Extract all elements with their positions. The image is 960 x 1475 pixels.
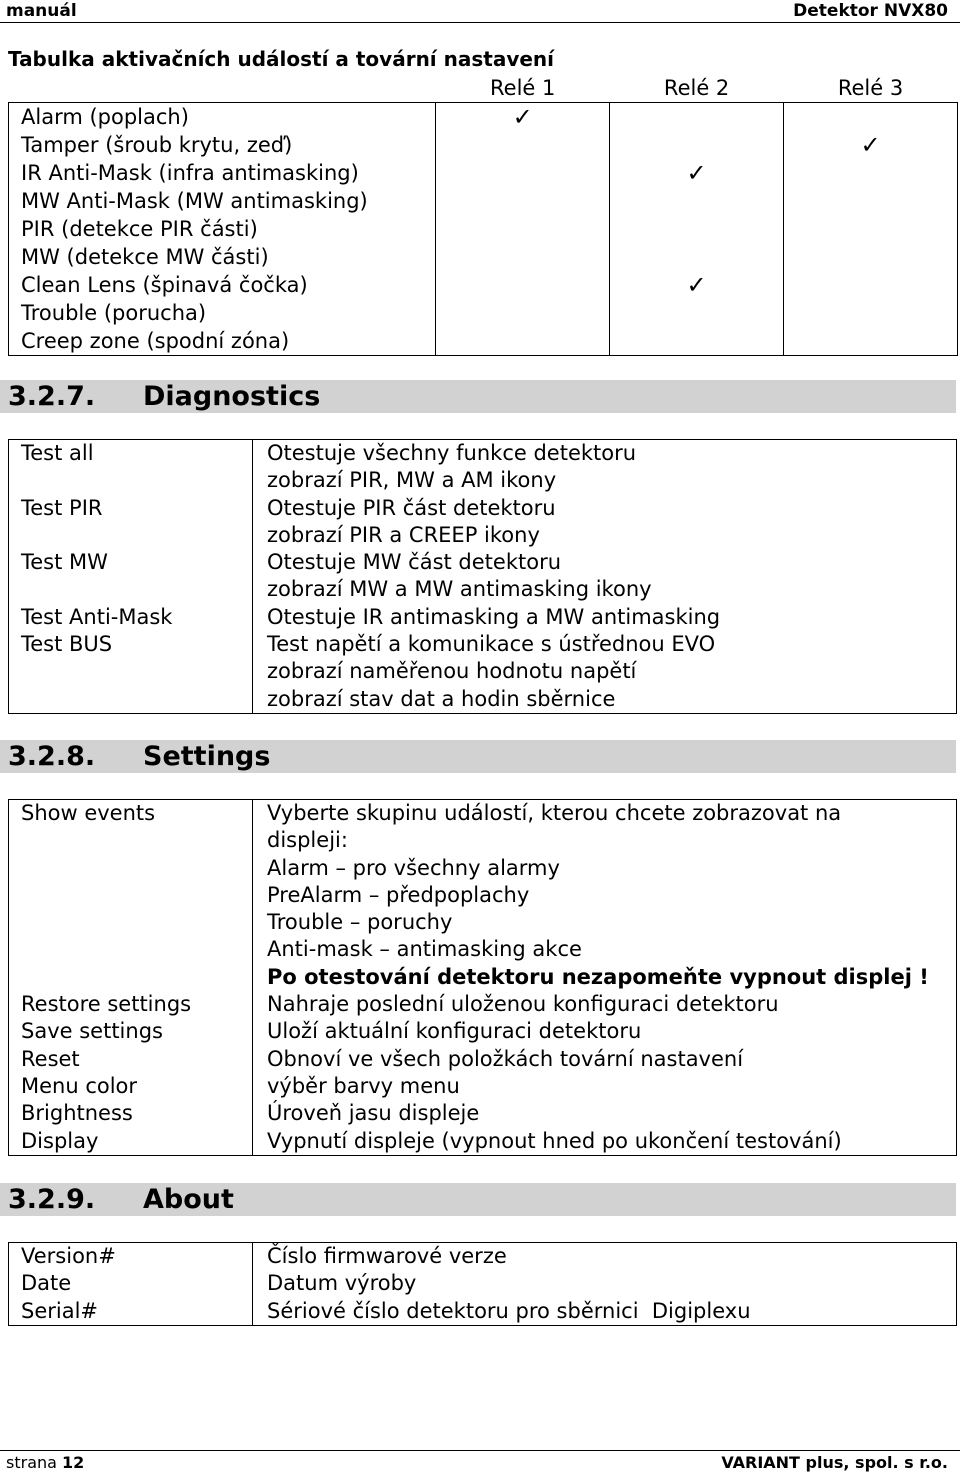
description-line: zobrazí naměřenou hodnotu napětí: [267, 659, 637, 684]
description-line: výběr barvy menu: [267, 1073, 460, 1098]
check-icon: ✓: [436, 103, 610, 132]
table-row: [9, 159, 958, 187]
item-label: Version#: [21, 1244, 116, 1268]
check-icon: [436, 131, 610, 159]
description-line: Uloží aktuální konfiguraci detektoru: [267, 1019, 642, 1044]
about-table: [8, 1242, 957, 1326]
check-icon: [784, 215, 958, 243]
item-label: Test PIR: [21, 495, 103, 520]
description-line: Číslo firmwarové verze: [267, 1244, 507, 1268]
check-icon: ✓: [784, 131, 958, 159]
check-icon: [610, 299, 784, 327]
check-icon: [610, 243, 784, 271]
header-left: manuál: [6, 1, 77, 21]
menu-item-name: [9, 440, 253, 714]
check-icon: [784, 271, 958, 299]
description-line: Vypnutí displeje (vypnout hned po ukončení testování): [267, 1128, 842, 1153]
item-label: Brightness: [21, 1101, 133, 1126]
section-heading-settings: [0, 740, 956, 773]
item-label: Test Anti-Mask: [21, 604, 173, 629]
check-icon: [784, 159, 958, 187]
item-label: Display: [21, 1128, 99, 1153]
check-icon: [436, 299, 610, 327]
event-label: Alarm (poplach): [9, 103, 436, 132]
section-title: About: [143, 1184, 234, 1215]
check-icon: [784, 187, 958, 215]
relay-table-header: [9, 74, 958, 103]
description-line: PreAlarm – předpoplachy: [267, 882, 530, 907]
description-line: Nahraje poslední uloženou konfiguraci detektoru: [267, 992, 779, 1017]
check-icon: [436, 159, 610, 187]
description-line: zobrazí stav dat a hodin sběrnice: [267, 686, 616, 711]
table-row: [9, 271, 958, 299]
description-line: Test napětí a komunikace s ústřednou EVO: [267, 632, 716, 657]
table-row: [9, 440, 957, 714]
check-icon: [610, 131, 784, 159]
description-line: zobrazí PIR, MW a AM ikony: [267, 468, 557, 493]
item-label: Menu color: [21, 1073, 138, 1098]
description-line: Vyberte skupinu událostí, kterou chcete zobrazovat na: [267, 801, 842, 825]
check-icon: [436, 243, 610, 271]
item-label: Test MW: [21, 550, 108, 575]
item-label: Show events: [21, 801, 156, 825]
check-icon: [436, 271, 610, 299]
check-icon: [436, 215, 610, 243]
description-line: displeji:: [267, 828, 348, 853]
table-row: [9, 327, 958, 356]
description-line: Otestuje všechny funkce detektoru: [267, 441, 637, 465]
check-icon: [610, 103, 784, 132]
relay-column-1: Relé 1: [490, 76, 556, 100]
check-icon: [784, 327, 958, 356]
page-header: [0, 0, 960, 23]
event-label: Trouble (porucha): [9, 299, 436, 327]
page-label: strana: [6, 1453, 57, 1472]
description-line: Anti-mask – antimasking akce: [267, 937, 582, 962]
page-number: 12: [62, 1453, 85, 1472]
check-icon: [610, 215, 784, 243]
header-right: Detektor NVX80: [793, 1, 948, 21]
section-number: 3.2.8.: [8, 741, 96, 772]
check-icon: [436, 187, 610, 215]
page-title: Tabulka aktivačních událostí a tovární nastavení: [8, 47, 555, 71]
event-label: MW Anti-Mask (MW antimasking): [9, 187, 436, 215]
menu-item-name: [9, 1243, 253, 1326]
description-line: Otestuje MW část detektoru: [267, 550, 562, 575]
check-icon: [784, 103, 958, 132]
settings-table: [8, 799, 957, 1156]
page-footer: [0, 1450, 960, 1475]
event-label: PIR (detekce PIR části): [9, 215, 436, 243]
check-icon: [784, 243, 958, 271]
item-label: Serial#: [21, 1298, 99, 1323]
table-row: [9, 187, 958, 215]
check-icon: ✓: [610, 159, 784, 187]
description-line: zobrazí PIR a CREEP ikony: [267, 522, 540, 547]
description-line: Úroveň jasu displeje: [267, 1101, 480, 1126]
page-number-label: [6, 1453, 84, 1472]
relay-column-3: Relé 3: [837, 76, 904, 100]
table-row: [9, 215, 958, 243]
section-heading-diagnostics: [0, 380, 956, 413]
check-icon: ✓: [610, 271, 784, 299]
description-line: Sériové číslo detektoru pro sběrnici Digiplexu: [267, 1298, 751, 1323]
relay-column-2: Relé 2: [663, 76, 730, 100]
section-number: 3.2.9.: [8, 1184, 96, 1215]
relay-table: [8, 74, 958, 356]
section-heading-about: [0, 1183, 956, 1216]
event-label: Creep zone (spodní zóna): [9, 327, 436, 356]
menu-item-name: [9, 800, 253, 1156]
check-icon: [610, 327, 784, 356]
item-label: Test BUS: [21, 632, 113, 657]
menu-item-description: [253, 1243, 957, 1326]
table-row: [9, 800, 957, 1156]
event-label: MW (detekce MW části): [9, 243, 436, 271]
description-line: Otestuje IR antimasking a MW antimasking: [267, 604, 721, 629]
description-line: Alarm – pro všechny alarmy: [267, 855, 560, 880]
check-icon: [610, 187, 784, 215]
description-line: zobrazí MW a MW antimasking ikony: [267, 577, 652, 602]
table-row: [9, 103, 958, 132]
item-label: Restore settings: [21, 992, 192, 1017]
table-row: [9, 243, 958, 271]
check-icon: [436, 327, 610, 356]
menu-item-description: [253, 800, 957, 1156]
description-line: Otestuje PIR část detektoru: [267, 495, 556, 520]
table-row: [9, 299, 958, 327]
item-label: Test all: [21, 441, 94, 465]
event-label: Clean Lens (špinavá čočka): [9, 271, 436, 299]
event-label: Tamper (šroub krytu, zeď): [9, 131, 436, 159]
description-line: Obnoví ve všech položkách tovární nastavení: [267, 1046, 744, 1071]
warning-text: Po otestování detektoru nezapomeňte vypnout displej !: [267, 964, 929, 989]
diagnostics-table: [8, 439, 957, 714]
table-row: [9, 1243, 957, 1326]
item-label: Date: [21, 1271, 72, 1296]
check-icon: [784, 299, 958, 327]
section-number: 3.2.7.: [8, 381, 96, 412]
event-label: IR Anti-Mask (infra antimasking): [9, 159, 436, 187]
section-title: Diagnostics: [143, 381, 321, 412]
description-line: Datum výroby: [267, 1271, 417, 1296]
description-line: Trouble – poruchy: [267, 910, 453, 935]
item-label: Save settings: [21, 1019, 163, 1044]
table-row: [9, 131, 958, 159]
section-title: Settings: [143, 741, 271, 772]
company-name: VARIANT plus, spol. s r.o.: [721, 1453, 948, 1472]
item-label: Reset: [21, 1046, 80, 1071]
menu-item-description: [253, 440, 957, 714]
